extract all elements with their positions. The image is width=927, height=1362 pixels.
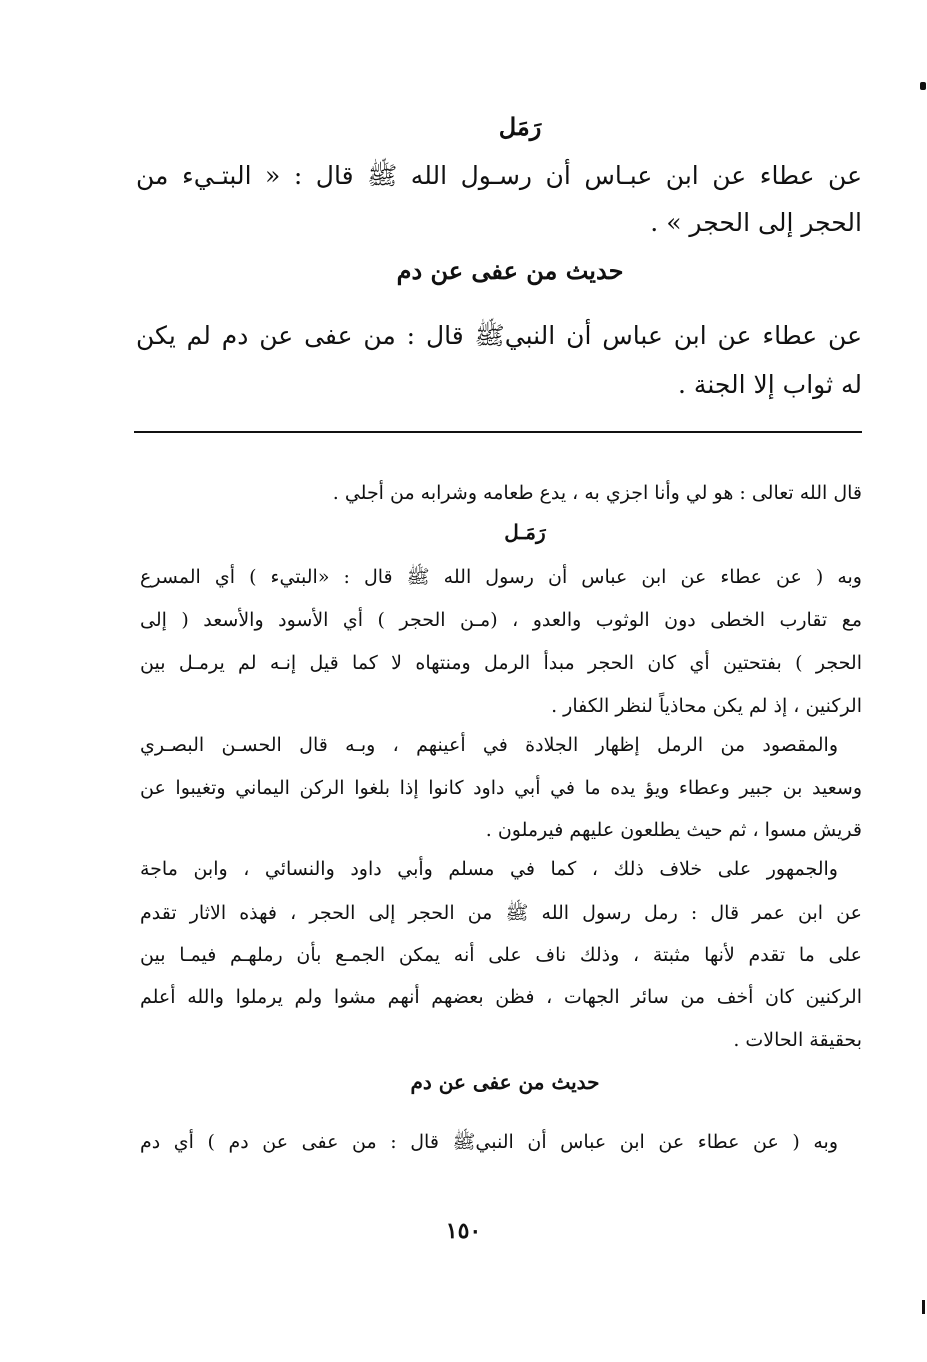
main-text-line: الحجر إلى الحجر » . bbox=[650, 208, 862, 237]
main-text-line: عن عطاء عن ابن عبـاس أن رسـول الله ﷺ قال : « البتـيء من bbox=[136, 161, 862, 190]
commentary-line: بحقيقة الحالات . bbox=[733, 1029, 862, 1051]
commentary-line: عن ابن عمر قال : رمل رسول الله ﷺ من الحجر إلى الحجر ، فهذه الاثار تقدم bbox=[140, 902, 862, 924]
commentary-line: والجمهور على خلاف ذلك ، كما في مسلم وأبي داود والنسائي ، وابن ماجة bbox=[140, 858, 838, 880]
commentary-line: الركنين ، إذ لم يكن محاذياً لنظر الكفار . bbox=[551, 695, 862, 717]
scan-mark bbox=[920, 82, 926, 90]
commentary-line: الركنين كان أخف من سائر الجهات ، فظن بعضهم أنهم مشوا ولم يرملوا والله أعلم bbox=[140, 986, 862, 1008]
page-number: ١٥٠ bbox=[445, 1218, 482, 1244]
commentary-line: وبه ( عن عطاء عن ابن عباس أن النبيﷺ قال : من عفى عن دم ) أي دم bbox=[140, 1131, 838, 1153]
main-text-line: عن عطاء عن ابن عباس أن النبيﷺ قال : من عفى عن دم لم يكن bbox=[136, 321, 862, 350]
commentary-line: وسعيد بن جبير وعطاء ويؤ يده ما في أبي داود كانوا إذا بلغوا الركن اليماني وتغيبوا عن bbox=[140, 777, 862, 799]
commentary-line: الحجر ) بفتحتين أي كان الحجر مبدأ الرمل ومنتهاه لا كما قيل إنـه لم يرمـل بين bbox=[140, 652, 862, 674]
commentary-line: على ما تقدم لأنها مثبتة ، وذلك ناف على أنه يمكن الجمـع بأن رملهـم فيمـا بين bbox=[140, 944, 862, 966]
commentary-line: قريش مسوا ، ثم حيث يطلعون عليهم فيرملون . bbox=[485, 819, 862, 841]
commentary-heading-raml: رَمَـل bbox=[504, 520, 546, 544]
commentary-line: والمقصود من الرمل إظهار الجلادة في أعينهم ، وبـه قال الحسـن البصـري bbox=[140, 734, 838, 756]
commentary-line: مع تقارب الخطى دون الوثوب والعدو ، (مـن الحجر ) أي الأسود والأسعد ( إلى bbox=[140, 609, 862, 631]
section-heading-raml: رَمَل bbox=[498, 112, 542, 141]
footnote-divider bbox=[134, 431, 862, 433]
scan-mark bbox=[922, 1300, 925, 1314]
section-heading-afa: حديث من عفى عن دم bbox=[396, 256, 624, 285]
commentary-intro: قال الله تعالى : هو لي وأنا اجزي به ، يدع طعامه وشرابه من أجلي . bbox=[332, 482, 862, 504]
commentary-heading-afa: حديث من عفى عن دم bbox=[410, 1070, 600, 1094]
main-text-line: له ثواب إلا الجنة . bbox=[678, 370, 862, 399]
commentary-line: وبه ( عن عطاء عن ابن عباس أن رسول الله ﷺ قال : «البتيء ) أي المسرع bbox=[140, 566, 862, 588]
